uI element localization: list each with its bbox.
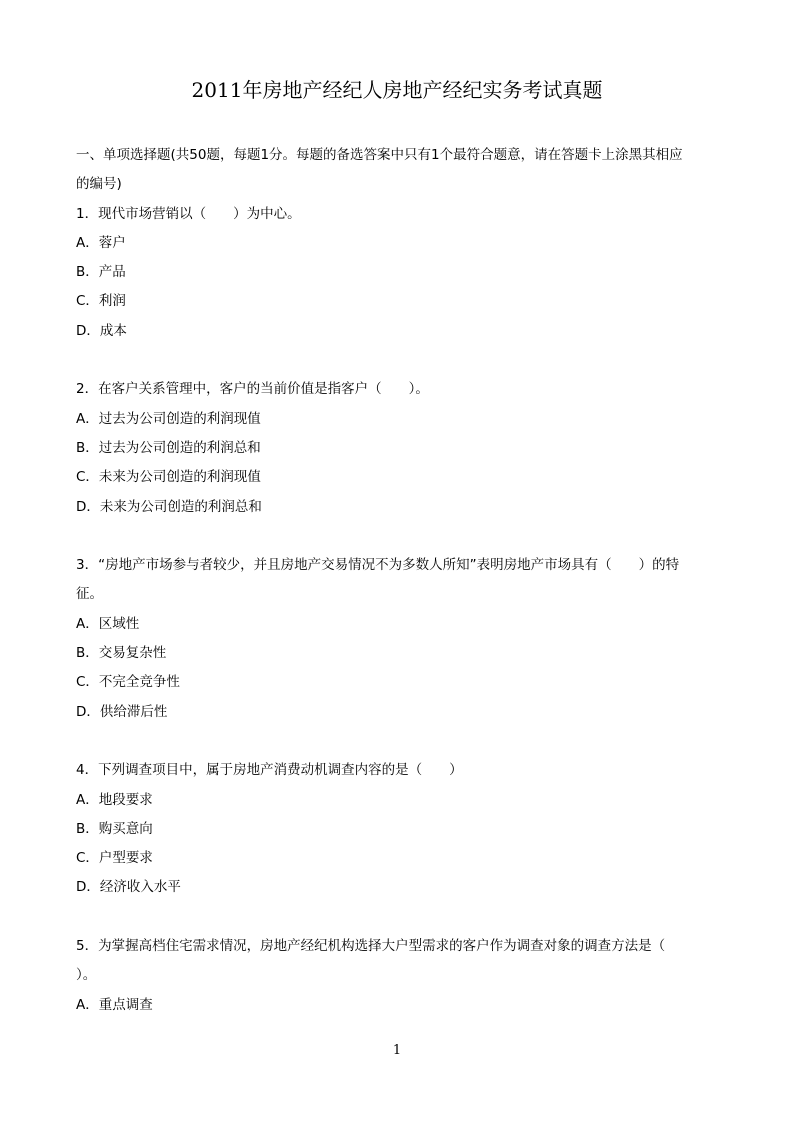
option-d: D．经济收入水平 xyxy=(76,879,181,896)
question-5 xyxy=(76,932,726,1020)
option-c: C．利润 xyxy=(76,293,126,310)
option-d: D．成本 xyxy=(76,322,127,339)
option-b: B．购买意向 xyxy=(76,820,153,837)
question-stem: 3．“房地产市场参与者较少，并且房地产交易情况不为多数人所知”表明房地产市场具有（ ）的特 xyxy=(76,557,680,574)
question-2 xyxy=(76,375,726,521)
page-title: 2011年房地产经纪人房地产经纪实务考试真题 xyxy=(191,78,603,102)
option-a: A．过去为公司创造的利润现值 xyxy=(76,410,261,427)
question-stem: 5．为掌握高档住宅需求情况，房地产经纪机构选择大户型需求的客户作为调查对象的调查方法是（ xyxy=(76,938,666,955)
question-4 xyxy=(76,756,726,902)
option-c: C．不完全竞争性 xyxy=(76,674,180,691)
question-stem-continued: ）。 xyxy=(76,967,97,984)
question-3 xyxy=(76,551,726,727)
option-c: C．未来为公司创造的利润现值 xyxy=(76,469,261,486)
question-stem: 2．在客户关系管理中，客户的当前价值是指客户（ ）。 xyxy=(76,381,429,398)
option-a: A．地段要求 xyxy=(76,791,153,808)
section-heading-line: 的编号) xyxy=(76,176,122,193)
option-d: D．未来为公司创造的利润总和 xyxy=(76,498,262,515)
option-a: A．区域性 xyxy=(76,615,140,632)
option-a: A．重点调查 xyxy=(76,996,153,1013)
question-1 xyxy=(76,200,726,346)
page-number: 1 xyxy=(392,1043,402,1058)
option-c: C．户型要求 xyxy=(76,850,153,867)
question-stem: 1．现代市场营销以（ ）为中心。 xyxy=(76,205,301,222)
option-b: B．交易复杂性 xyxy=(76,645,167,662)
option-a: A．蓉户 xyxy=(76,234,126,251)
option-b: B．过去为公司创造的利润总和 xyxy=(76,439,261,456)
option-d: D．供给滞后性 xyxy=(76,703,168,720)
document-body xyxy=(76,141,726,1020)
section-heading xyxy=(76,141,726,200)
question-stem: 4．下列调查项目中，属于房地产消费动机调查内容的是（ ） xyxy=(76,762,463,779)
question-stem-continued: 征。 xyxy=(76,586,103,603)
section-heading-line: 一、单项选择题(共50题，每题1分。每题的备选答案中只有1个最符合题意，请在答题卡上涂黑其相应 xyxy=(76,147,683,163)
option-b: B．产品 xyxy=(76,264,126,281)
